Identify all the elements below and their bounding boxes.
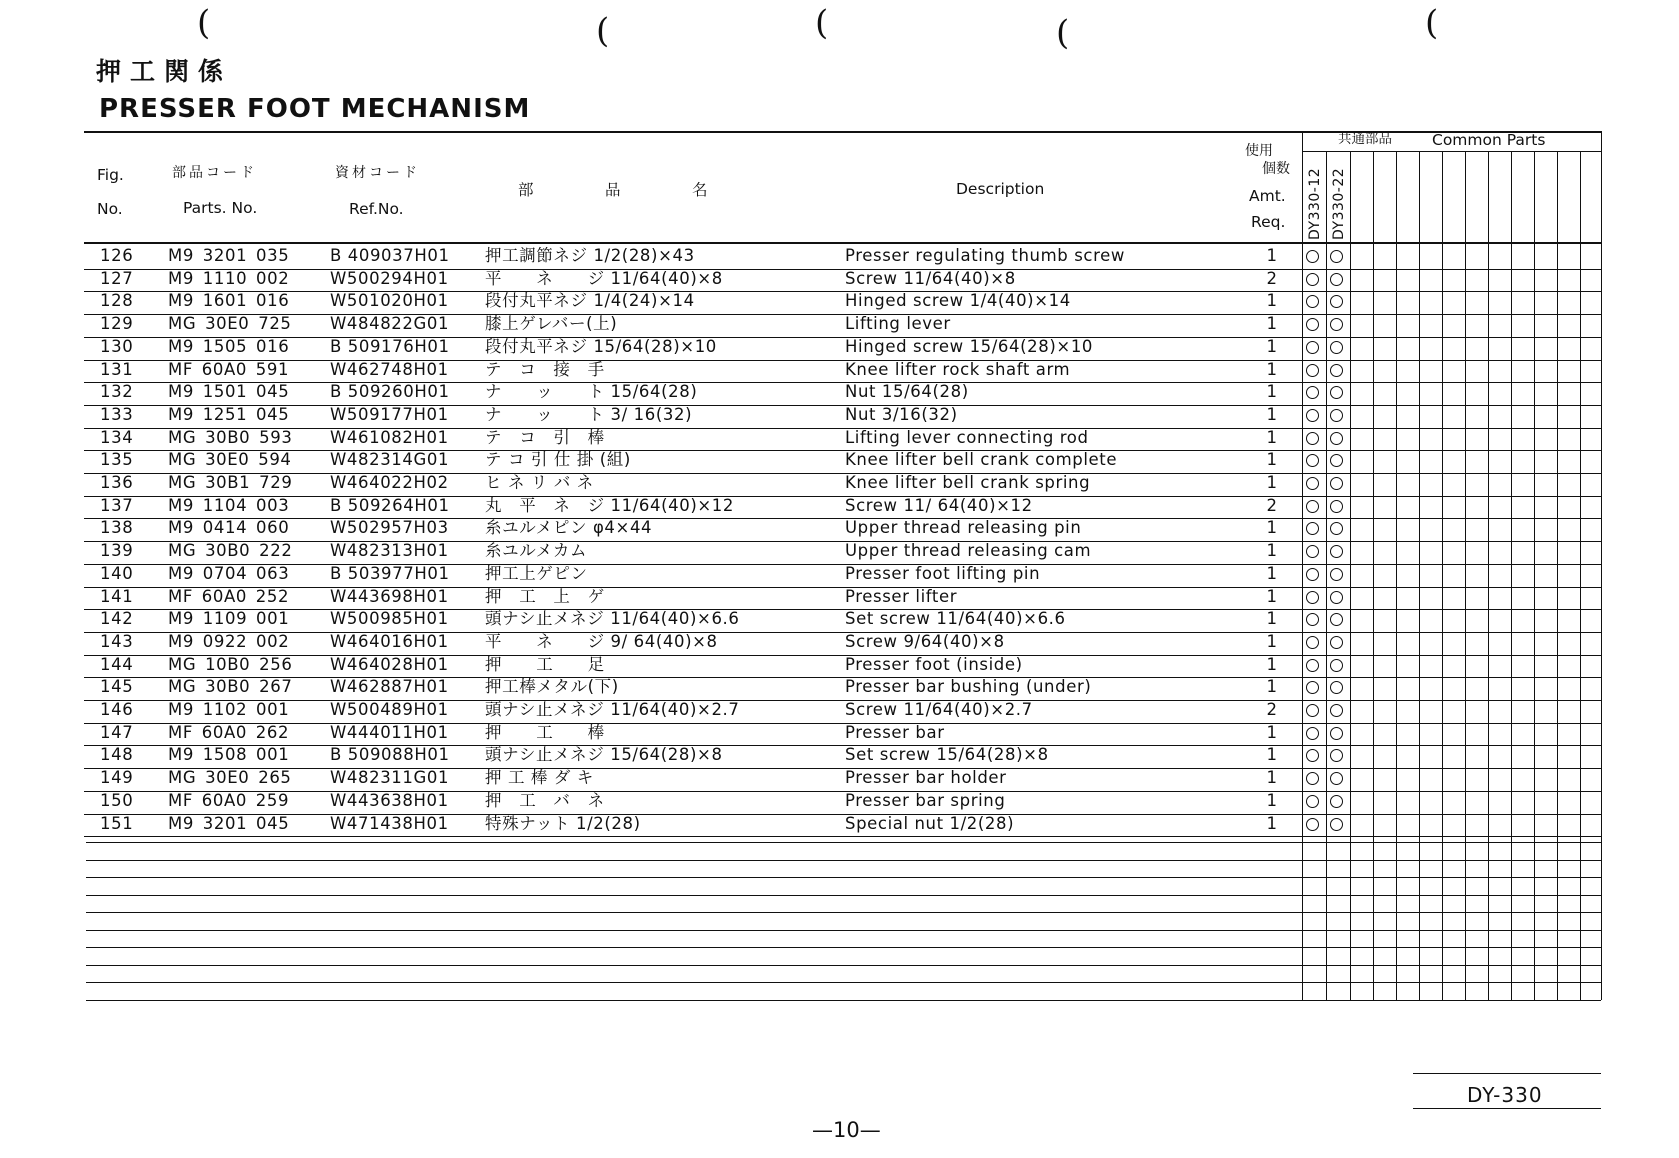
description: Screw 11/ 64(40)×12 [845, 495, 1033, 515]
doc-code-rule [1413, 1108, 1601, 1109]
grid-column-line [1511, 151, 1512, 1000]
ref-number: W482313H01 [330, 541, 449, 561]
grid-column-line [1557, 151, 1558, 1000]
grid-column-line [1419, 151, 1420, 1000]
page-number: —10— [812, 1118, 881, 1142]
part-name-header: 名 [692, 181, 708, 199]
fig-number: 146 [100, 700, 134, 719]
fig-number: 141 [100, 586, 134, 606]
amount: 1 [1266, 427, 1278, 447]
common-part-mark-icon [1330, 772, 1343, 785]
fig-number: 144 [100, 654, 134, 674]
description: Lifting lever connecting rod [845, 427, 1089, 447]
grid-column-line [1601, 131, 1602, 1000]
ref-number: W462887H01 [330, 677, 449, 697]
fig-number: 140 [100, 563, 134, 583]
part-name-jp: 頭ナシ止メネジ 15/64(28)×8 [485, 745, 723, 765]
ref-number: W444011H01 [330, 722, 449, 742]
part-name-jp: 押 工 棒 [485, 722, 605, 742]
common-part-mark-icon [1330, 659, 1343, 672]
common-part-mark-icon [1306, 273, 1319, 286]
fig-number: 134 [100, 427, 134, 447]
description: Presser bar [845, 722, 945, 742]
common-part-mark-icon [1330, 636, 1343, 649]
fig-number: 130 [100, 336, 134, 356]
part-name-jp: ナ ッ ト 3/ 16(32) [485, 404, 693, 424]
amount: 1 [1266, 563, 1278, 583]
ref-number: W443638H01 [330, 790, 449, 810]
amount: 1 [1266, 336, 1278, 356]
description: Hinged screw 1/4(40)×14 [845, 291, 1071, 311]
amount: 1 [1266, 631, 1278, 651]
ref-number: W464016H01 [330, 631, 449, 651]
common-parts-header: Common Parts [1432, 131, 1546, 149]
amount: 2 [1266, 268, 1278, 288]
fig-number: 143 [100, 631, 134, 651]
description: Presser bar spring [845, 790, 1006, 810]
common-part-mark-icon [1330, 591, 1343, 604]
common-part-mark-icon [1306, 613, 1319, 626]
common-part-mark-icon [1330, 318, 1343, 331]
amount-header: Amt. [1249, 187, 1286, 205]
description: Presser bar holder [845, 768, 1007, 788]
grid-column-line [1488, 151, 1489, 1000]
amount: 1 [1266, 609, 1278, 629]
part-number: MG 30E0 594 [168, 450, 292, 470]
fig-number: 131 [100, 359, 134, 379]
grid-column-line [1302, 131, 1303, 1000]
page-title: PRESSER FOOT MECHANISM [99, 94, 531, 124]
description: Special nut 1/2(28) [845, 813, 1015, 833]
part-name-header: 品 [605, 181, 621, 199]
amount: 1 [1266, 745, 1278, 765]
amount: 1 [1266, 382, 1278, 402]
part-name-jp: 押 工 バ ネ [485, 790, 605, 810]
part-number: M9 1102 001 [168, 700, 290, 719]
common-part-mark-icon [1330, 454, 1343, 467]
amount: 1 [1266, 359, 1278, 379]
fig-number: 132 [100, 382, 134, 402]
amount-header-jp: 使用 [1245, 143, 1273, 159]
description-header: Description [956, 180, 1045, 198]
common-part-mark-icon [1306, 659, 1319, 672]
grid-column-line [1580, 151, 1581, 1000]
common-part-mark-icon [1330, 795, 1343, 808]
common-part-mark-icon [1330, 522, 1343, 535]
part-name-jp: 膝上ゲレバー(上) [485, 314, 618, 334]
common-part-mark-icon [1306, 568, 1319, 581]
grid-column-line [1373, 151, 1374, 1000]
grid-column-line [1326, 151, 1327, 1000]
amount: 1 [1266, 291, 1278, 311]
ref-number: W501020H01 [330, 291, 449, 311]
fig-number: 147 [100, 722, 134, 742]
common-part-mark-icon [1306, 522, 1319, 535]
part-name-jp: 押工棒メタル(下) [485, 677, 619, 697]
binder-mark: ( [815, 3, 829, 43]
common-part-mark-icon [1330, 477, 1343, 490]
fig-number: 129 [100, 314, 134, 334]
amount: 1 [1266, 677, 1278, 697]
fig-number: 135 [100, 450, 134, 470]
ref-number: W500294H01 [330, 268, 449, 288]
common-part-mark-icon [1306, 500, 1319, 513]
binder-mark: ( [1056, 13, 1070, 53]
description: Knee lifter bell crank complete [845, 450, 1118, 470]
common-part-mark-icon [1330, 749, 1343, 762]
description: Knee lifter bell crank spring [845, 473, 1091, 492]
part-name-jp: 押 工 足 [485, 654, 605, 674]
description: Presser regulating thumb screw [845, 246, 1125, 265]
ref-code-header-jp: 資材コード [335, 165, 420, 181]
amount: 1 [1266, 518, 1278, 538]
part-name-jp: テ コ 引 棒 [485, 427, 605, 447]
part-number: MG 30B0 222 [168, 541, 293, 561]
common-part-mark-icon [1306, 386, 1319, 399]
common-part-mark-icon [1330, 500, 1343, 513]
binder-mark: ( [197, 3, 211, 43]
ref-number: B 503977H01 [330, 563, 450, 583]
ref-number: W500985H01 [330, 609, 449, 629]
common-part-mark-icon [1330, 613, 1343, 626]
doc-code-rule [1413, 1073, 1601, 1074]
fig-number: 142 [100, 609, 134, 629]
common-part-mark-icon [1330, 295, 1343, 308]
part-code-header: Parts. No. [183, 199, 258, 217]
part-number: M9 1104 003 [168, 495, 290, 515]
ref-code-header: Ref.No. [349, 200, 404, 218]
part-number: MG 10B0 256 [168, 654, 293, 674]
common-part-mark-icon [1306, 636, 1319, 649]
common-part-mark-icon [1330, 409, 1343, 422]
description: Screw 11/64(40)×8 [845, 268, 1016, 288]
part-number: M9 1110 002 [168, 268, 290, 288]
common-part-mark-icon [1306, 727, 1319, 740]
common-part-mark-icon [1330, 432, 1343, 445]
part-number: MG 30E0 265 [168, 768, 292, 788]
description: Screw 11/64(40)×2.7 [845, 700, 1033, 719]
description: Nut 15/64(28) [845, 382, 969, 402]
model-column-header: DY330-12 [1307, 167, 1323, 240]
amount: 1 [1266, 586, 1278, 606]
common-part-mark-icon [1330, 568, 1343, 581]
part-name-jp: ナ ッ ト 15/64(28) [485, 382, 698, 402]
part-number: MG 30B0 593 [168, 427, 293, 447]
common-part-mark-icon [1306, 818, 1319, 831]
description: Knee lifter rock shaft arm [845, 359, 1071, 379]
grid-column-line [1442, 151, 1443, 1000]
description: Upper thread releasing pin [845, 518, 1082, 538]
empty-row-rule [86, 1000, 1601, 1001]
part-name-jp: 糸ユルメカム [485, 541, 588, 561]
part-name-jp: 平 ネ ジ 9/ 64(40)×8 [485, 631, 718, 651]
common-part-mark-icon [1306, 250, 1319, 263]
part-name-jp: 丸 平 ネ ジ 11/64(40)×12 [485, 495, 734, 515]
fig-number: 126 [100, 246, 134, 265]
common-part-mark-icon [1306, 477, 1319, 490]
part-number: M9 1601 016 [168, 291, 290, 311]
common-part-mark-icon [1330, 386, 1343, 399]
amount: 1 [1266, 790, 1278, 810]
part-number: M9 1505 016 [168, 336, 290, 356]
part-name-jp: テ コ 接 手 [485, 359, 605, 379]
common-part-mark-icon [1306, 295, 1319, 308]
description: Screw 9/64(40)×8 [845, 631, 1005, 651]
ref-number: W502957H03 [330, 518, 449, 538]
part-number: M9 1501 045 [168, 382, 290, 402]
common-part-mark-icon [1306, 454, 1319, 467]
ref-number: W464028H01 [330, 654, 449, 674]
amount: 1 [1266, 473, 1278, 492]
common-part-mark-icon [1306, 795, 1319, 808]
fig-number: 127 [100, 268, 134, 288]
common-part-mark-icon [1330, 704, 1343, 717]
fig-number: 149 [100, 768, 134, 788]
part-number: M9 3201 035 [168, 246, 290, 265]
description: Upper thread releasing cam [845, 541, 1092, 561]
ref-number: W461082H01 [330, 427, 449, 447]
description: Lifting lever [845, 314, 951, 334]
common-part-mark-icon [1330, 681, 1343, 694]
part-name-jp: 頭ナシ止メネジ 11/64(40)×2.7 [485, 700, 740, 719]
amount: 1 [1266, 722, 1278, 742]
description: Nut 3/16(32) [845, 404, 958, 424]
document-code: DY-330 [1467, 1083, 1543, 1107]
part-number: MG 30B1 729 [168, 473, 293, 492]
description: Set screw 15/64(28)×8 [845, 745, 1049, 765]
part-number: M9 0414 060 [168, 518, 290, 538]
description: Set screw 11/64(40)×6.6 [845, 609, 1066, 629]
fig-number: 148 [100, 745, 134, 765]
part-number: MG 30E0 725 [168, 314, 292, 334]
part-name-jp: 押 工 上 ゲ [485, 586, 605, 606]
binder-mark: ( [1425, 3, 1439, 43]
ref-number: W482311G01 [330, 768, 450, 788]
description: Presser lifter [845, 586, 958, 606]
amount: 1 [1266, 404, 1278, 424]
part-number: M9 1251 045 [168, 404, 290, 424]
fig-number: 145 [100, 677, 134, 697]
part-number: MG 30B0 267 [168, 677, 293, 697]
part-number: MF 60A0 262 [168, 722, 290, 742]
part-name-jp: テ コ 引 仕 掛 (組) [485, 450, 631, 470]
fig-number: 136 [100, 473, 134, 492]
description: Presser foot (inside) [845, 654, 1023, 674]
required-header: Req. [1251, 213, 1286, 231]
ref-number: B 509176H01 [330, 336, 450, 356]
ref-number: B 509260H01 [330, 382, 450, 402]
grid-column-line [1534, 151, 1535, 1000]
ref-number: W500489H01 [330, 700, 449, 719]
common-part-mark-icon [1330, 341, 1343, 354]
common-part-mark-icon [1306, 772, 1319, 785]
amount: 1 [1266, 450, 1278, 470]
common-part-mark-icon [1306, 432, 1319, 445]
common-part-mark-icon [1330, 250, 1343, 263]
fig-number: 138 [100, 518, 134, 538]
part-name-jp: 糸ユルメピン φ4×44 [485, 518, 653, 538]
common-part-mark-icon [1306, 545, 1319, 558]
common-part-mark-icon [1306, 681, 1319, 694]
ref-number: W462748H01 [330, 359, 449, 379]
description: Presser foot lifting pin [845, 563, 1041, 583]
common-part-mark-icon [1306, 704, 1319, 717]
ref-number: W509177H01 [330, 404, 449, 424]
amount: 1 [1266, 246, 1278, 265]
common-parts-header-jp: 共通部品 [1338, 131, 1392, 147]
common-part-mark-icon [1306, 591, 1319, 604]
fig-number: 139 [100, 541, 134, 561]
common-part-mark-icon [1330, 545, 1343, 558]
part-name-jp: 頭ナシ止メネジ 11/64(40)×6.6 [485, 609, 740, 629]
part-name-jp: ヒ ネ リ バ ネ [485, 473, 594, 492]
description: Hinged screw 15/64(28)×10 [845, 336, 1094, 356]
common-part-mark-icon [1330, 364, 1343, 377]
part-number: M9 0922 002 [168, 631, 290, 651]
part-number: M9 1109 001 [168, 609, 290, 629]
model-column-header: DY330-22 [1331, 167, 1347, 240]
amount: 1 [1266, 813, 1278, 833]
ref-number: B 509088H01 [330, 745, 450, 765]
ref-number: W471438H01 [330, 813, 449, 833]
amount-header-jp: 個数 [1262, 161, 1290, 177]
ref-number: W484822G01 [330, 314, 450, 334]
fig-number: 133 [100, 404, 134, 424]
common-part-mark-icon [1330, 273, 1343, 286]
part-number: MF 60A0 259 [168, 790, 290, 810]
fig-number: 137 [100, 495, 134, 515]
ref-number: B 409037H01 [330, 246, 450, 265]
grid-column-line [1350, 151, 1351, 1000]
fig-number: 128 [100, 291, 134, 311]
part-name-jp: 段付丸平ネジ 15/64(28)×10 [485, 336, 717, 356]
ref-number: W464022H02 [330, 473, 449, 492]
ref-number: W443698H01 [330, 586, 449, 606]
amount: 1 [1266, 768, 1278, 788]
part-number: MF 60A0 591 [168, 359, 290, 379]
part-name-jp: 押工上ゲピン [485, 563, 588, 583]
description: Presser bar bushing (under) [845, 677, 1092, 697]
binder-mark: ( [596, 11, 610, 51]
ref-number: W482314G01 [330, 450, 450, 470]
common-part-mark-icon [1330, 818, 1343, 831]
common-part-mark-icon [1306, 341, 1319, 354]
common-part-mark-icon [1306, 364, 1319, 377]
part-number: M9 3201 045 [168, 813, 290, 833]
no-header: No. [97, 200, 123, 218]
common-part-mark-icon [1330, 727, 1343, 740]
part-name-jp: 特殊ナット 1/2(28) [485, 813, 641, 833]
part-number: M9 1508 001 [168, 745, 290, 765]
common-part-mark-icon [1306, 318, 1319, 331]
part-code-header-jp: 部品コード [172, 165, 257, 181]
amount: 1 [1266, 541, 1278, 561]
part-name-jp: 平 ネ ジ 11/64(40)×8 [485, 268, 723, 288]
fig-number: 151 [100, 813, 134, 833]
amount: 1 [1266, 314, 1278, 334]
part-number: M9 0704 063 [168, 563, 290, 583]
grid-column-line [1465, 151, 1466, 1000]
grid-column-line [1396, 151, 1397, 1000]
part-name-jp: 押 工 棒 ダ キ [485, 768, 594, 788]
ref-number: B 509264H01 [330, 495, 450, 515]
part-name-header: 部 [518, 181, 534, 199]
common-part-mark-icon [1306, 409, 1319, 422]
part-name-jp: 段付丸平ネジ 1/4(24)×14 [485, 291, 695, 311]
part-name-jp: 押工調節ネジ 1/2(28)×43 [485, 246, 695, 265]
part-number: MF 60A0 252 [168, 586, 290, 606]
fig-header: Fig. [97, 166, 124, 184]
page-title-jp: 押工関係 [96, 57, 233, 86]
amount: 2 [1266, 700, 1278, 719]
amount: 1 [1266, 654, 1278, 674]
amount: 2 [1266, 495, 1278, 515]
fig-number: 150 [100, 790, 134, 810]
common-part-mark-icon [1306, 749, 1319, 762]
